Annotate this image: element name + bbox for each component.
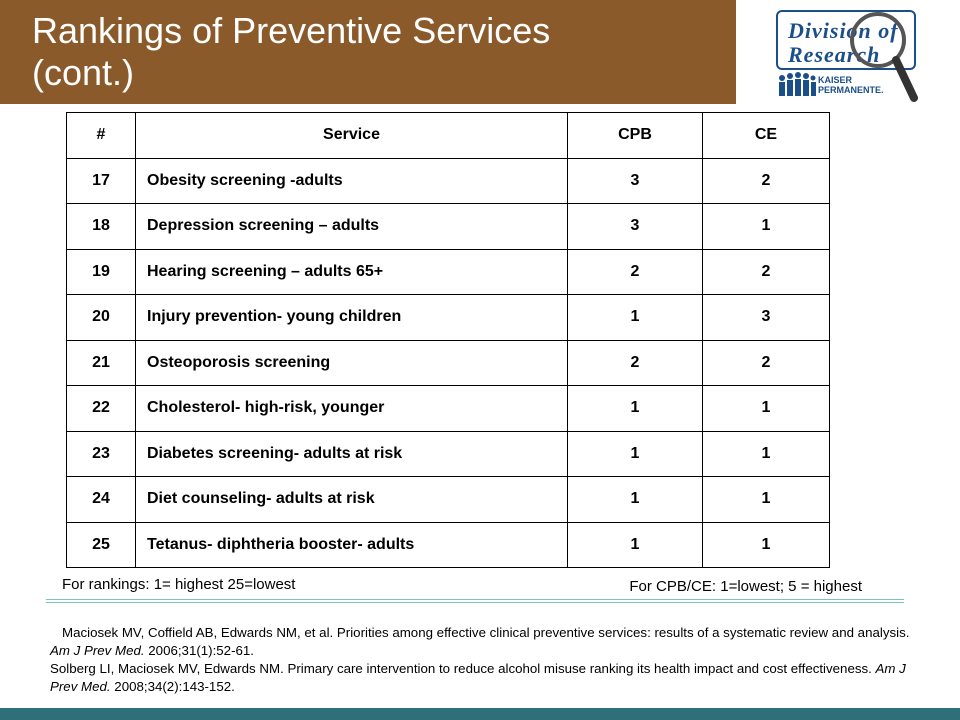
cell-cpb: 1 (568, 431, 703, 477)
cell-service: Injury prevention- young children (136, 295, 568, 341)
rankings-table (66, 112, 830, 568)
header-cpb: CPB (568, 113, 703, 159)
header-num: # (67, 113, 136, 159)
cell-cpb: 1 (568, 522, 703, 568)
cell-ce: 2 (703, 249, 830, 295)
page-title (32, 10, 722, 94)
cell-cpb: 2 (568, 249, 703, 295)
title-bar (0, 0, 736, 104)
reference-2 (50, 660, 910, 696)
cell-ce: 1 (703, 204, 830, 250)
references (50, 624, 910, 696)
table-row (67, 522, 830, 568)
page-title-line1: Rankings of Preventive Services (32, 10, 551, 51)
reference-1 (50, 624, 910, 660)
table-row (67, 477, 830, 523)
rankings-note: For rankings: 1= highest 25=lowest (62, 576, 296, 593)
divider-line (46, 599, 904, 603)
logo-line1: Division of (788, 18, 899, 43)
cell-num: 24 (67, 477, 136, 523)
table-row (67, 204, 830, 250)
cell-num: 19 (67, 249, 136, 295)
cell-service: Hearing screening – adults 65+ (136, 249, 568, 295)
division-of-research-logo (770, 6, 920, 104)
reference-1-journal: Am J Prev Med. (50, 643, 145, 658)
header-service: Service (136, 113, 568, 159)
table-row (67, 431, 830, 477)
reference-1-text: Maciosek MV, Coffield AB, Edwards NM, et al. Priorities among effective clinical preventive services: results of a systematic review and analysis. (62, 625, 910, 640)
table-row (67, 340, 830, 386)
header-ce: CE (703, 113, 830, 159)
cell-num: 20 (67, 295, 136, 341)
cell-ce: 1 (703, 431, 830, 477)
cell-cpb: 1 (568, 477, 703, 523)
cell-service: Cholesterol- high-risk, younger (136, 386, 568, 432)
cell-num: 22 (67, 386, 136, 432)
reference-2-journal: Am J Prev Med. (50, 661, 906, 694)
cell-cpb: 3 (568, 204, 703, 250)
cell-num: 17 (67, 158, 136, 204)
cell-ce: 1 (703, 386, 830, 432)
reference-2-cite: 2008;34(2):143-152. (110, 679, 235, 694)
table-row (67, 158, 830, 204)
table-row (67, 386, 830, 432)
cell-service: Tetanus- diphtheria booster- adults (136, 522, 568, 568)
kaiser-permanente-logo (774, 72, 904, 100)
cell-ce: 3 (703, 295, 830, 341)
cpb-ce-note: For CPB/CE: 1=lowest; 5 = highest (629, 578, 862, 595)
cell-ce: 2 (703, 340, 830, 386)
cell-service: Osteoporosis screening (136, 340, 568, 386)
kp-text (818, 75, 884, 95)
cell-cpb: 2 (568, 340, 703, 386)
table-row (67, 249, 830, 295)
logo-line2: Research (788, 42, 881, 67)
reference-2-text: Solberg LI, Maciosek MV, Edwards NM. Primary care intervention to reduce alcohol misuse ranking its health impact and cost effectiveness. (50, 661, 876, 676)
table-header-row (67, 113, 830, 159)
cell-num: 18 (67, 204, 136, 250)
cell-service: Diet counseling- adults at risk (136, 477, 568, 523)
reference-1-cite: 2006;31(1):52-61. (144, 643, 254, 658)
cell-service: Obesity screening -adults (136, 158, 568, 204)
cell-service: Depression screening – adults (136, 204, 568, 250)
kp-text-line1: KAISER (818, 75, 853, 85)
kp-text-line2: PERMANENTE. (818, 85, 884, 95)
cell-ce: 1 (703, 477, 830, 523)
cell-num: 21 (67, 340, 136, 386)
table-row (67, 295, 830, 341)
cell-service: Diabetes screening- adults at risk (136, 431, 568, 477)
cell-num: 25 (67, 522, 136, 568)
cell-cpb: 1 (568, 295, 703, 341)
cell-cpb: 3 (568, 158, 703, 204)
cell-num: 23 (67, 431, 136, 477)
bottom-bar (0, 708, 960, 720)
page-title-line2: (cont.) (32, 52, 135, 93)
kp-people-icon (774, 72, 816, 98)
cell-ce: 2 (703, 158, 830, 204)
cell-cpb: 1 (568, 386, 703, 432)
cell-ce: 1 (703, 522, 830, 568)
